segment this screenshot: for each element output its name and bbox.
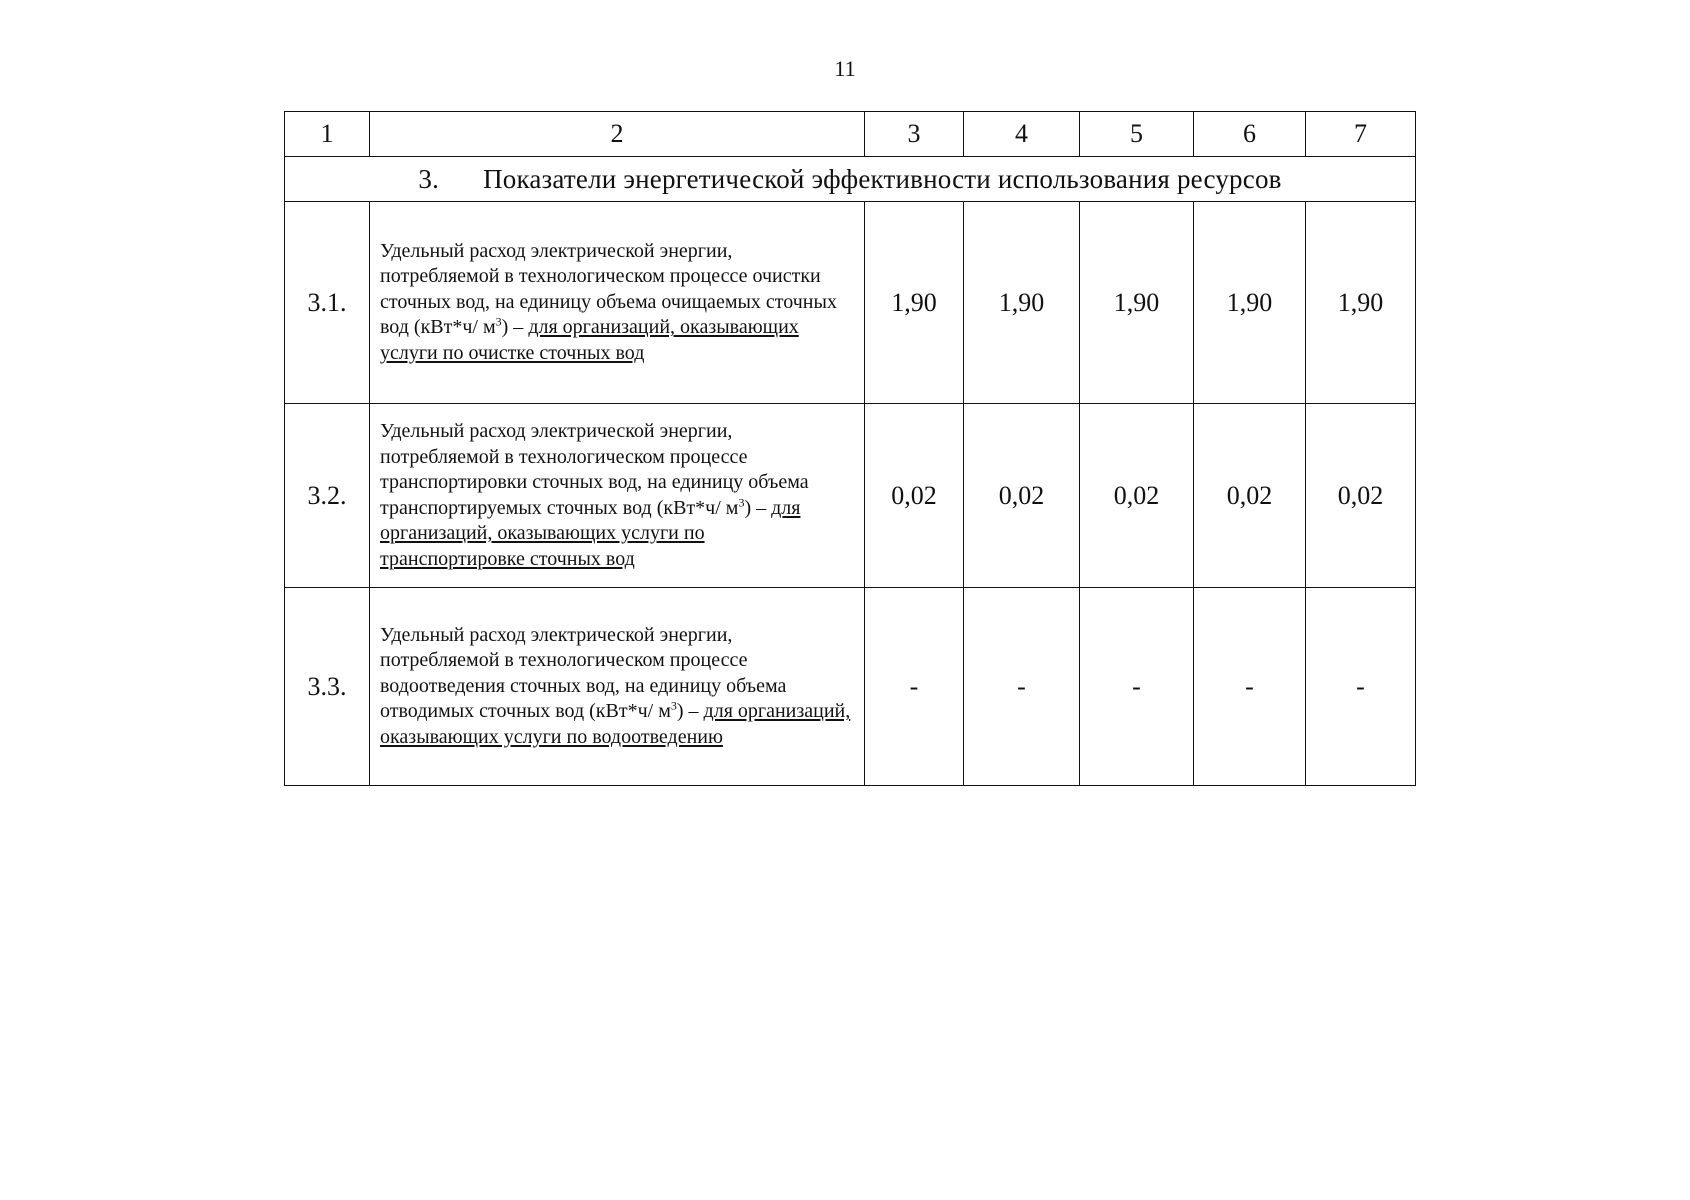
row-number: 3.3. (285, 588, 370, 786)
value-cell: 1,90 (1306, 202, 1416, 404)
description-underlined: для организаций, оказывающих услуги по транспортировке сточных вод (380, 496, 801, 570)
description-text: Удельный расход электрической энергии, потребляемой в технологическом процессе транспортировки сточных вод, на единицу объема транспортируемых сточных вод (кВт*ч/ м (380, 420, 809, 519)
value-cell: 0,02 (1306, 404, 1416, 588)
header-cell: 7 (1306, 112, 1416, 157)
row-description (370, 202, 865, 404)
section-number: 3. (418, 163, 440, 194)
table-row (285, 404, 1416, 588)
description-text-end: ) – (744, 496, 772, 519)
value-cell: 1,90 (865, 202, 964, 404)
table-header-row (285, 112, 1416, 157)
value-cell: 1,90 (964, 202, 1080, 404)
table-row (285, 588, 1416, 786)
value-cell: - (1194, 588, 1306, 786)
value-cell: - (865, 588, 964, 786)
description-underlined: для организаций, оказывающих услуги по очистке сточных вод (380, 316, 799, 364)
row-number: 3.1. (285, 202, 370, 404)
value-cell: - (1080, 588, 1194, 786)
description-superscript: 3 (495, 314, 502, 329)
header-cell: 1 (285, 112, 370, 157)
description-superscript: 3 (670, 698, 677, 713)
header-cell: 6 (1194, 112, 1306, 157)
value-cell: - (964, 588, 1080, 786)
value-cell: 0,02 (865, 404, 964, 588)
value-cell: 0,02 (1080, 404, 1194, 588)
section-row (285, 157, 1416, 202)
section-title: Показатели энергетической эффективности использования ресурсов (483, 163, 1282, 194)
row-description (370, 588, 865, 786)
section-title-cell (285, 157, 1416, 202)
value-cell: 1,90 (1080, 202, 1194, 404)
table-row (285, 202, 1416, 404)
indicators-table (284, 111, 1416, 786)
page-number: 11 (834, 56, 856, 81)
description-text: Удельный расход электрической энергии, потребляемой в технологическом процессе очистки сточных вод, на единицу объема очищаемых сточных вод (кВт*ч/ м (380, 239, 837, 339)
description-text: Удельный расход электрической энергии, потребляемой в технологическом процессе водоотведения сточных вод, на единицу объема отводимых сточных вод (кВт*ч/ м (380, 623, 787, 723)
value-cell: 0,02 (964, 404, 1080, 588)
description-text-end: ) – (501, 316, 529, 339)
value-cell: 1,90 (1194, 202, 1306, 404)
description-text-end: ) – (676, 700, 704, 723)
value-cell: 0,02 (1194, 404, 1306, 588)
row-number: 3.2. (285, 404, 370, 588)
header-cell: 4 (964, 112, 1080, 157)
header-cell: 5 (1080, 112, 1194, 157)
description-underlined: для организаций, оказывающих услуги по водоотведению (380, 700, 851, 748)
header-cell: 2 (370, 112, 865, 157)
value-cell: - (1306, 588, 1416, 786)
row-description (370, 404, 865, 588)
description-superscript: 3 (738, 494, 745, 509)
header-cell: 3 (865, 112, 964, 157)
